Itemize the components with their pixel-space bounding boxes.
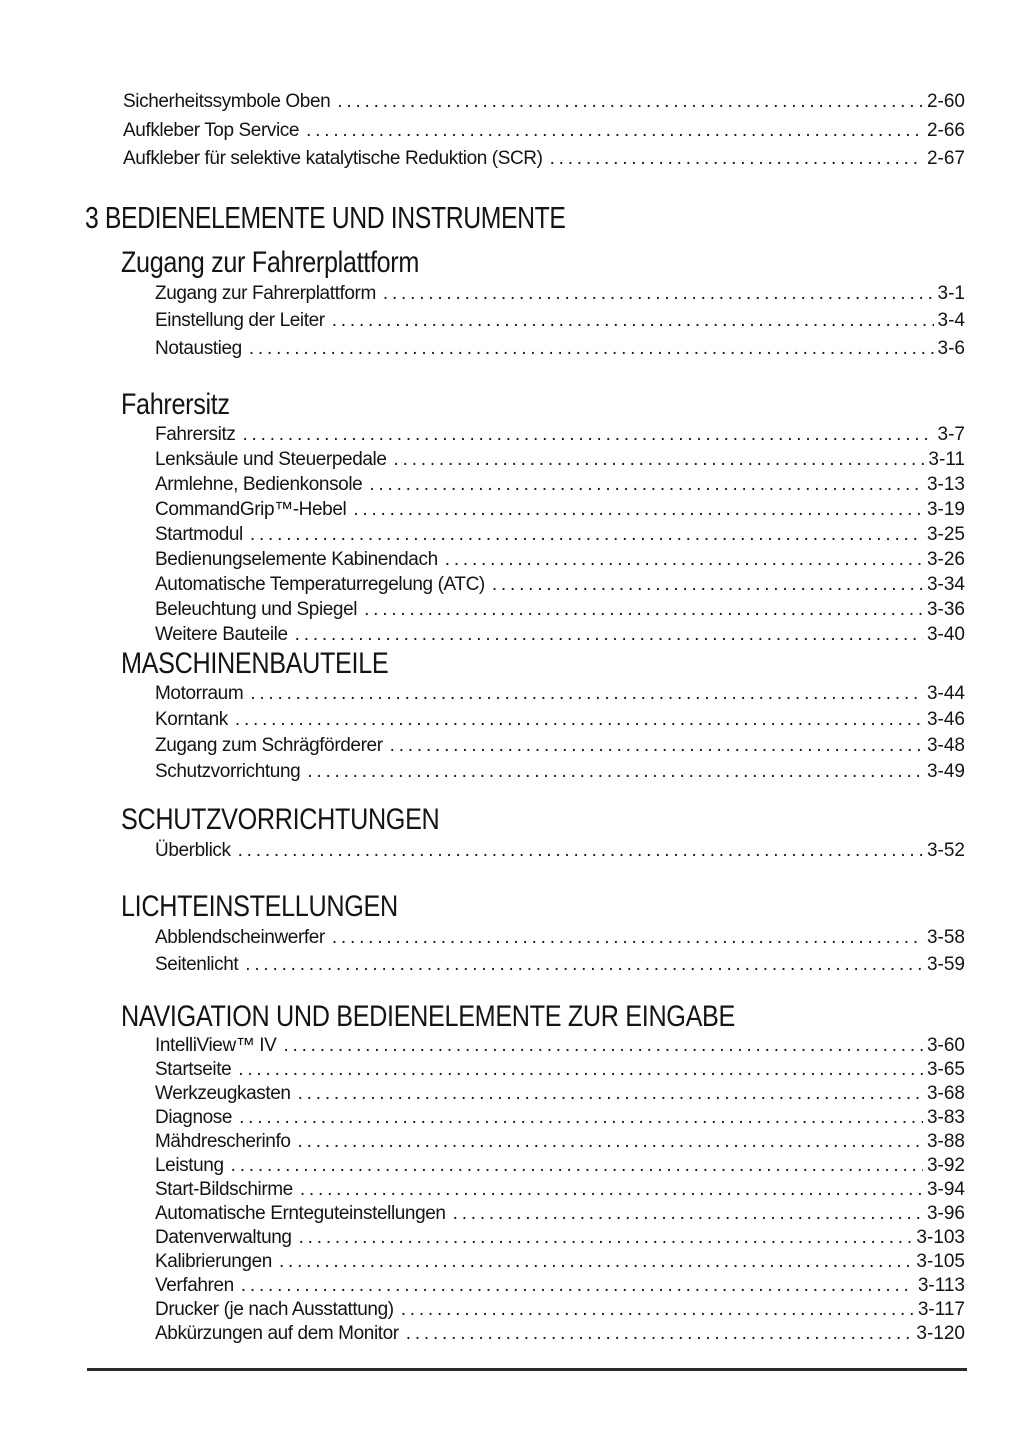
toc-entry[interactable] xyxy=(155,1034,965,1058)
toc-entry[interactable] xyxy=(155,1106,965,1130)
dot-leader xyxy=(492,572,923,597)
dot-leader xyxy=(295,622,923,647)
toc-entry-page: 3-59 xyxy=(926,954,965,975)
toc-entry[interactable] xyxy=(123,117,965,146)
toc-entry[interactable] xyxy=(155,1154,965,1178)
toc-entry-label: Mähdrescherinfo xyxy=(155,1131,291,1152)
toc-entry-label: Kalibrierungen xyxy=(155,1251,272,1272)
toc-entry-page: 3-117 xyxy=(917,1299,965,1320)
section-heading: LICHTEINSTELLUNGEN xyxy=(121,890,398,923)
toc-entry-label: Schutzvorrichtung xyxy=(155,761,301,782)
dot-leader xyxy=(238,837,923,864)
toc-entry[interactable] xyxy=(155,447,965,472)
toc-section xyxy=(0,890,1024,978)
toc-entry-page: 3-94 xyxy=(926,1179,965,1200)
toc-section xyxy=(0,246,1024,363)
toc-section xyxy=(0,647,1024,785)
toc-entry-label: Seitenlicht xyxy=(155,954,239,975)
section-heading: SCHUTZVORRICHTUNGEN xyxy=(121,803,440,836)
section-heading: Zugang zur Fahrerplattform xyxy=(121,245,420,279)
dot-leader xyxy=(306,117,923,146)
dot-leader xyxy=(298,1082,923,1106)
toc-entry-page: 3-58 xyxy=(926,927,965,948)
toc-entry[interactable] xyxy=(155,522,965,547)
toc-entry-label: Bedienungselemente Kabinendach xyxy=(155,549,438,570)
dot-leader xyxy=(307,759,923,785)
toc-entry[interactable] xyxy=(155,1082,965,1106)
toc-entry[interactable] xyxy=(155,733,965,759)
toc-entry-label: Aufkleber Top Service xyxy=(123,119,300,141)
toc-section xyxy=(0,388,1024,647)
toc-entry-page: 3-120 xyxy=(916,1323,965,1344)
toc-entry-page: 3-52 xyxy=(926,840,965,861)
dot-leader xyxy=(353,497,923,522)
toc-entry-page: 3-1 xyxy=(937,282,965,304)
toc-entry-page: 3-25 xyxy=(926,524,965,545)
toc-entry[interactable] xyxy=(155,280,965,308)
dot-leader xyxy=(332,307,934,335)
toc-entry-label: Datenverwaltung xyxy=(155,1227,292,1248)
toc-entry-page: 3-19 xyxy=(926,499,965,520)
toc-entry-label: Fahrersitz xyxy=(155,424,236,445)
toc-entry-page: 3-65 xyxy=(926,1059,965,1080)
dot-leader xyxy=(390,733,923,759)
toc-entry-label: Startmodul xyxy=(155,524,243,545)
toc-entry-page: 3-49 xyxy=(926,761,965,782)
toc-entry-page: 3-26 xyxy=(926,549,965,570)
toc-entry-label: Diagnose xyxy=(155,1107,233,1128)
toc-entry[interactable] xyxy=(155,1178,965,1202)
dot-leader xyxy=(401,1298,914,1322)
toc-entry-page: 2-60 xyxy=(926,91,965,112)
toc-entry-label: Startseite xyxy=(155,1059,232,1080)
dot-leader xyxy=(383,280,934,308)
toc-entry-label: Werkzeugkasten xyxy=(155,1083,291,1104)
toc-entry[interactable] xyxy=(155,837,965,864)
toc-entry-label: Drucker (je nach Ausstattung) xyxy=(155,1299,394,1320)
toc-entry-page: 3-36 xyxy=(926,599,965,620)
toc-entry-label: Überblick xyxy=(155,840,231,861)
toc-entry[interactable] xyxy=(155,1250,965,1274)
toc-entry-label: Leistung xyxy=(155,1155,224,1176)
toc-entry[interactable] xyxy=(155,1202,965,1226)
dot-leader xyxy=(283,1034,923,1058)
dot-leader xyxy=(298,1130,923,1154)
toc-entry[interactable] xyxy=(155,597,965,622)
toc-entry-label: Automatische Ernteguteinstellungen xyxy=(155,1203,446,1224)
toc-entry-label: Verfahren xyxy=(155,1275,234,1296)
dot-leader xyxy=(250,681,923,707)
toc-entry[interactable] xyxy=(155,1298,965,1322)
toc-entry-page: 3-4 xyxy=(937,310,965,331)
toc-entry[interactable] xyxy=(155,472,965,497)
dot-leader xyxy=(453,1202,923,1226)
toc-entry[interactable] xyxy=(155,572,965,597)
dot-leader xyxy=(369,472,923,497)
toc-entry-label: Lenksäule und Steuerpedale xyxy=(155,449,387,470)
toc-entry-page: 3-44 xyxy=(926,683,965,704)
dot-leader xyxy=(242,422,933,447)
dot-leader xyxy=(299,1226,913,1250)
toc-entry-page: 3-68 xyxy=(926,1083,965,1104)
chapter-heading: 3 BEDIENELEMENTE UND INSTRUMENTE xyxy=(85,199,566,235)
toc-entry-label: Start-Bildschirme xyxy=(155,1179,293,1200)
dot-leader xyxy=(332,924,923,951)
toc-entry[interactable] xyxy=(155,1130,965,1154)
footer-rule xyxy=(87,1368,967,1371)
toc-entry-page: 3-88 xyxy=(926,1131,965,1152)
toc-entry-page: 3-34 xyxy=(926,574,965,595)
toc-entry-label: Abkürzungen auf dem Monitor xyxy=(155,1323,399,1344)
toc-entry[interactable] xyxy=(155,335,965,363)
dot-leader xyxy=(300,1178,923,1202)
toc-entry-page: 3-96 xyxy=(926,1203,965,1224)
toc-entry-page: 3-60 xyxy=(926,1035,965,1056)
toc-entry[interactable] xyxy=(155,1274,965,1298)
toc-entry-page: 2-66 xyxy=(926,119,965,141)
toc-entry-label: Beleuchtung und Spiegel xyxy=(155,599,358,620)
toc-entry[interactable] xyxy=(155,951,965,978)
toc-section xyxy=(0,803,1024,864)
toc-entry-label: Aufkleber für selektive katalytische Reduktion (SCR) xyxy=(123,148,543,169)
toc-entry-label: Weitere Bauteile xyxy=(155,624,288,645)
toc-entry[interactable] xyxy=(155,759,965,785)
toc-entry-label: Einstellung der Leiter xyxy=(155,310,325,331)
toc-entry-page: 3-11 xyxy=(928,449,965,470)
dot-leader xyxy=(279,1250,912,1274)
toc-entry[interactable] xyxy=(123,145,965,174)
toc-entry-label: Zugang zum Schrägförderer xyxy=(155,735,383,756)
toc-entry[interactable] xyxy=(155,497,965,522)
toc-entry[interactable] xyxy=(155,547,965,572)
toc-entry-label: Automatische Temperaturregelung (ATC) xyxy=(155,574,485,595)
dot-leader xyxy=(238,1058,923,1082)
toc-entry-label: Motorraum xyxy=(155,683,244,704)
toc-entry-label: Sicherheitssymbole Oben xyxy=(123,91,331,112)
toc-entry[interactable] xyxy=(155,622,965,647)
toc-entry-page: 3-7 xyxy=(937,424,965,445)
toc-entry-page: 3-6 xyxy=(937,337,965,359)
dot-leader xyxy=(394,447,925,472)
toc-entry-label: CommandGrip™-Hebel xyxy=(155,499,347,520)
dot-leader xyxy=(245,951,923,978)
toc-entry-label: IntelliView™ IV xyxy=(155,1035,277,1056)
dot-leader xyxy=(239,1106,923,1130)
toc-entry-page: 2-67 xyxy=(926,148,965,169)
toc-entry-page: 3-105 xyxy=(916,1251,965,1272)
dot-leader xyxy=(231,1154,923,1178)
dot-leader xyxy=(235,707,923,733)
dot-leader xyxy=(406,1322,913,1346)
dot-leader xyxy=(364,597,923,622)
dot-leader xyxy=(250,522,923,547)
toc-entry-page: 3-13 xyxy=(926,474,965,495)
toc-entry[interactable] xyxy=(155,1226,965,1250)
toc-entry-label: Korntank xyxy=(155,709,228,730)
toc-entry[interactable] xyxy=(155,681,965,707)
section-heading: NAVIGATION UND BEDIENELEMENTE ZUR EINGABE xyxy=(121,1000,735,1033)
toc-entry-label: Notaustieg xyxy=(155,337,242,359)
toc-entry[interactable] xyxy=(155,307,965,335)
toc-entry-label: Abblendscheinwerfer xyxy=(155,927,325,948)
toc-entry[interactable] xyxy=(155,1058,965,1082)
dot-leader xyxy=(550,145,923,174)
toc-entry-page: 3-46 xyxy=(926,709,965,730)
section-heading: MASCHINENBAUTEILE xyxy=(121,647,389,680)
toc-section xyxy=(0,1000,1024,1346)
toc-entry[interactable] xyxy=(155,707,965,733)
dot-leader xyxy=(337,88,923,117)
toc-entry-page: 3-113 xyxy=(917,1275,965,1296)
toc-entry[interactable] xyxy=(155,422,965,447)
toc-entry-label: Armlehne, Bedienkonsole xyxy=(155,474,363,495)
toc-entry[interactable] xyxy=(155,1322,965,1346)
toc-entry-page: 3-92 xyxy=(926,1155,965,1176)
toc-entry[interactable] xyxy=(155,924,965,951)
toc-entry-page: 3-103 xyxy=(916,1227,965,1248)
dot-leader xyxy=(445,547,923,572)
toc-entry-page: 3-83 xyxy=(926,1107,965,1128)
dot-leader xyxy=(249,335,934,363)
toc-entry-page: 3-40 xyxy=(926,624,965,645)
toc-leftover-block xyxy=(123,88,965,174)
section-heading: Fahrersitz xyxy=(121,388,230,421)
dot-leader xyxy=(241,1274,914,1298)
toc-entry-page: 3-48 xyxy=(926,735,965,756)
toc-entry[interactable] xyxy=(123,88,965,117)
toc-entry-label: Zugang zur Fahrerplattform xyxy=(155,282,376,304)
